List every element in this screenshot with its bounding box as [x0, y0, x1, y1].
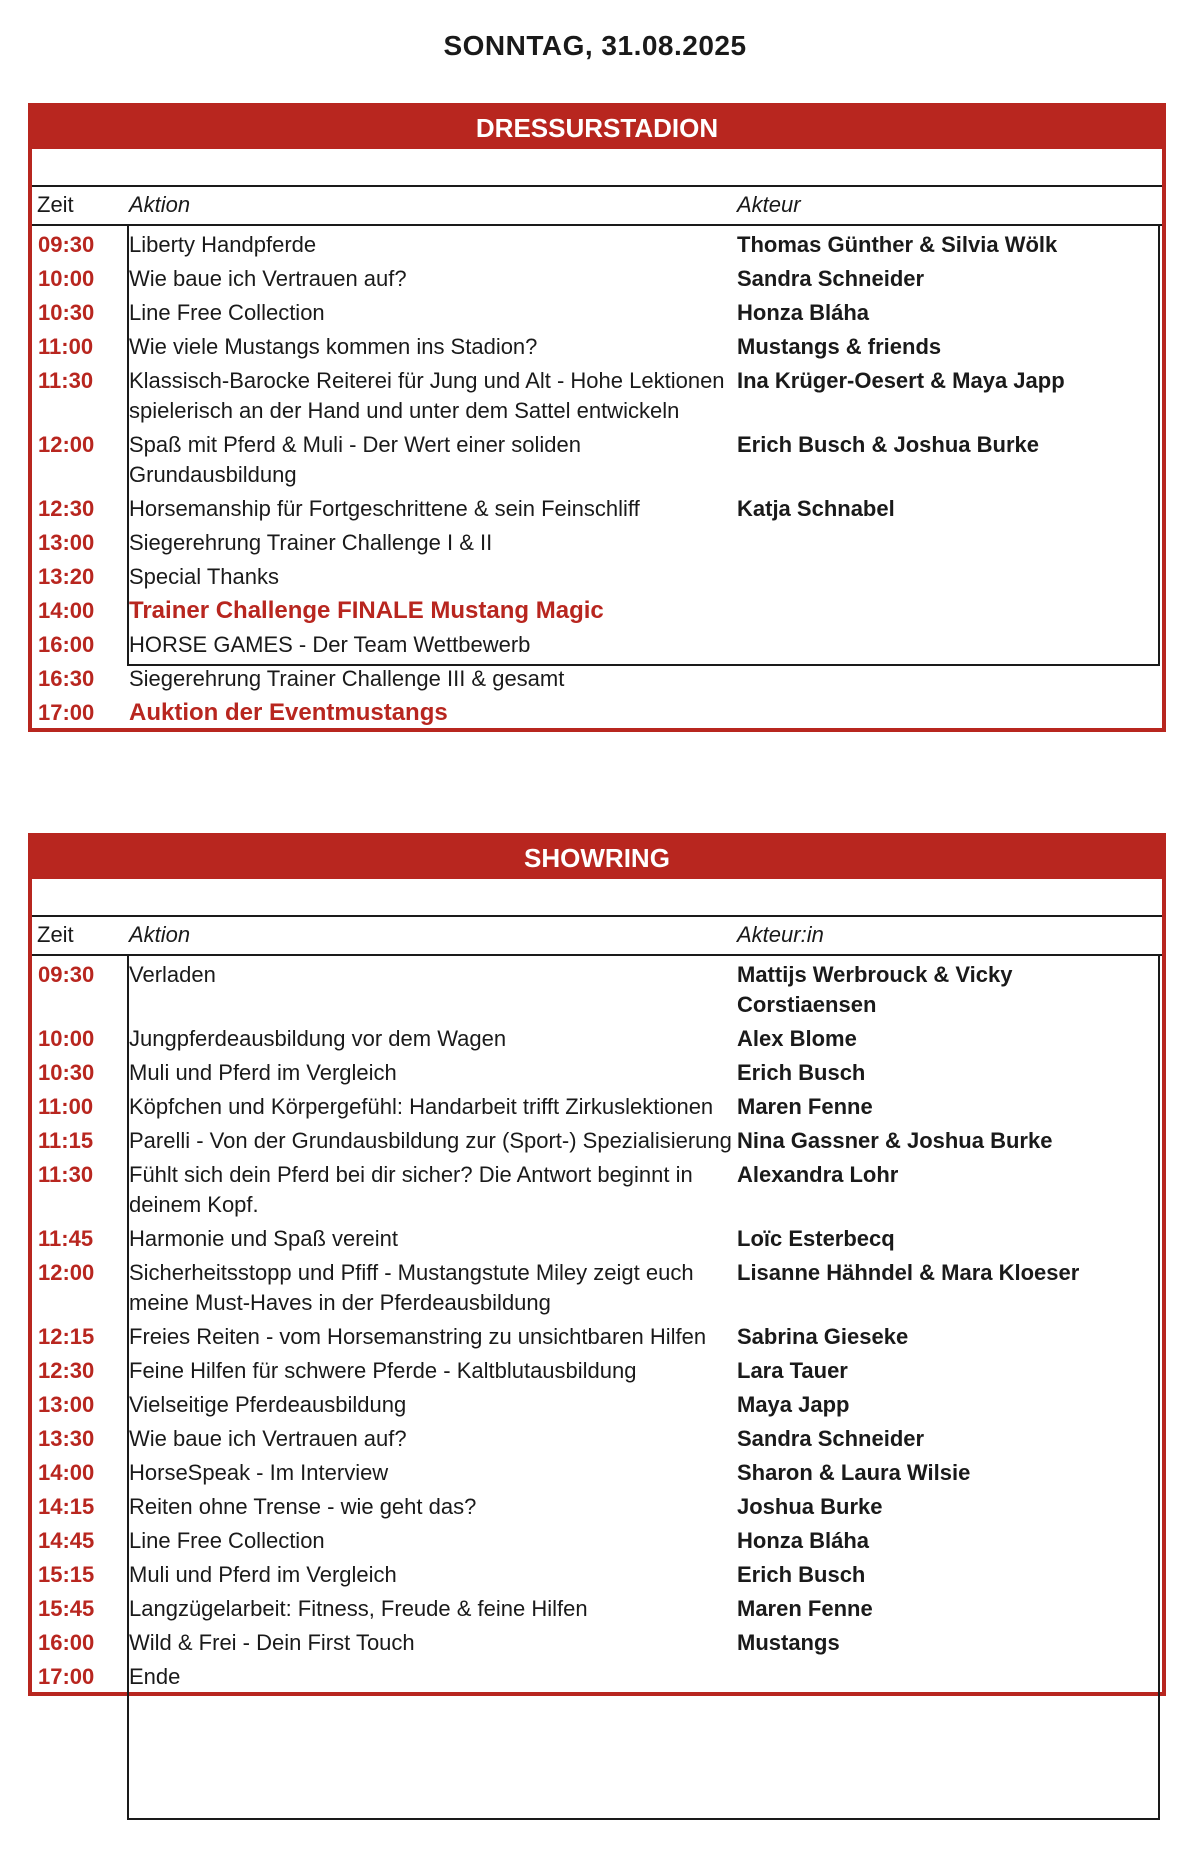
- actor-cell: Sandra Schneider: [737, 266, 925, 291]
- spacer-row: [32, 149, 1162, 187]
- actor-cell: Mustangs & friends: [737, 334, 942, 359]
- action-cell: Siegerehrung Trainer Challenge III & gesamt: [129, 666, 565, 691]
- action-cell: HorseSpeak - Im Interview: [129, 1460, 389, 1485]
- actor-cell: Sandra Schneider: [737, 1426, 925, 1451]
- table-row: [32, 1220, 1162, 1254]
- table-row: [32, 1522, 1162, 1556]
- time-cell: 15:45: [38, 1596, 95, 1621]
- time-cell: 17:00: [38, 1664, 95, 1689]
- action-cell: Line Free Collection: [129, 1528, 325, 1553]
- time-cell: 16:00: [38, 632, 95, 657]
- actor-cell: Mattijs Werbrouck & Vicky Corstiaensen: [737, 962, 1013, 1017]
- action-cell: Harmonie und Spaß vereint: [129, 1226, 399, 1251]
- col-aktion-header: Aktion: [129, 192, 191, 217]
- table-row: [32, 1556, 1162, 1590]
- table-row: [32, 1352, 1162, 1386]
- time-cell: 12:30: [38, 496, 95, 521]
- table-row: [32, 294, 1162, 328]
- time-cell: 11:00: [38, 334, 94, 359]
- col-zeit-header: Zeit: [37, 922, 74, 947]
- action-cell: Vielseitige Pferdeausbildung: [129, 1392, 407, 1417]
- schedule-rows: [32, 956, 1162, 1692]
- action-cell: Freies Reiten - vom Horsemanstring zu unsichtbaren Hilfen: [129, 1324, 707, 1349]
- time-cell: 10:30: [38, 300, 95, 325]
- actor-cell: Maren Fenne: [737, 1094, 873, 1119]
- action-cell: Langzügelarbeit: Fitness, Freude & feine Hilfen: [129, 1596, 588, 1621]
- time-cell: 13:00: [38, 530, 95, 555]
- action-cell: Muli und Pferd im Vergleich: [129, 1562, 397, 1587]
- time-cell: 14:00: [38, 1460, 95, 1485]
- table-row: [32, 1088, 1162, 1122]
- time-cell: 12:00: [38, 1260, 95, 1285]
- table-row: [32, 558, 1162, 592]
- actor-cell: Honza Bláha: [737, 300, 870, 325]
- actor-cell: [737, 664, 1157, 694]
- action-cell: Fühlt sich dein Pferd bei dir sicher? Die Antwort beginnt in deinem Kopf.: [129, 1162, 693, 1217]
- time-cell: 12:00: [38, 432, 95, 457]
- time-cell: 09:30: [38, 232, 95, 257]
- time-cell: 16:30: [38, 666, 95, 691]
- actor-cell: Erich Busch: [737, 1060, 866, 1085]
- actor-cell: Mustangs: [737, 1630, 840, 1655]
- actor-cell: Joshua Burke: [737, 1494, 883, 1519]
- table-row: [32, 1318, 1162, 1352]
- action-cell: Siegerehrung Trainer Challenge I & II: [129, 530, 493, 555]
- time-cell: 13:30: [38, 1426, 95, 1451]
- col-zeit-header: Zeit: [37, 192, 74, 217]
- column-header-row: [32, 917, 1162, 956]
- table-row: [32, 260, 1162, 294]
- page-title: SONNTAG, 31.08.2025: [443, 30, 747, 61]
- time-cell: 12:30: [38, 1358, 95, 1383]
- actor-cell: [737, 596, 1157, 626]
- time-cell: 13:20: [38, 564, 95, 589]
- dressurstadion-section: [28, 103, 1166, 732]
- time-cell: 15:15: [38, 1562, 95, 1587]
- time-cell: 10:00: [38, 266, 95, 291]
- action-cell: Sicherheitsstopp und Pfiff - Mustangstute Miley zeigt euch meine Must-Haves in der Pferdeausbildung: [129, 1260, 694, 1315]
- table-row: [32, 1054, 1162, 1088]
- actor-cell: Honza Bláha: [737, 1528, 870, 1553]
- col-akteur-header: Akteur:in: [737, 922, 824, 947]
- time-cell: 11:15: [38, 1128, 94, 1153]
- actor-cell: Lisanne Hähndel & Mara Kloeser: [737, 1260, 1080, 1285]
- table-row: [32, 660, 1162, 694]
- actor-cell: Lara Tauer: [737, 1358, 848, 1383]
- action-cell: Spaß mit Pferd & Muli - Der Wert einer soliden Grundausbildung: [129, 432, 581, 487]
- actor-cell: Thomas Günther & Silvia Wölk: [737, 232, 1058, 257]
- time-cell: 16:00: [38, 1630, 95, 1655]
- time-cell: 09:30: [38, 962, 95, 987]
- table-row: [32, 328, 1162, 362]
- time-cell: 11:30: [38, 1162, 94, 1187]
- actor-cell: Alexandra Lohr: [737, 1162, 899, 1187]
- table-row: [32, 1122, 1162, 1156]
- spacer-row: [32, 879, 1162, 917]
- action-cell: Auktion der Eventmustangs: [129, 699, 448, 726]
- actor-cell: Erich Busch: [737, 1562, 866, 1587]
- table-row: [32, 1590, 1162, 1624]
- table-row: [32, 1658, 1162, 1692]
- action-cell: Wie baue ich Vertrauen auf?: [129, 1426, 407, 1451]
- time-cell: 10:00: [38, 1026, 95, 1051]
- action-cell: Jungpferdeausbildung vor dem Wagen: [129, 1026, 507, 1051]
- actor-cell: [737, 528, 1157, 558]
- action-cell: Köpfchen und Körpergefühl: Handarbeit trifft Zirkuslektionen: [129, 1094, 714, 1119]
- table-row: [32, 490, 1162, 524]
- action-cell: Feine Hilfen für schwere Pferde - Kaltblutausbildung: [129, 1358, 637, 1383]
- section-title: SHOWRING: [32, 837, 1162, 879]
- table-row: [32, 1254, 1162, 1318]
- actor-cell: Loïc Esterbecq: [737, 1226, 895, 1251]
- time-cell: 11:00: [38, 1094, 94, 1119]
- actor-cell: Nina Gassner & Joshua Burke: [737, 1128, 1053, 1153]
- time-cell: 11:45: [38, 1226, 94, 1251]
- action-cell: Wild & Frei - Dein First Touch: [129, 1630, 415, 1655]
- actor-cell: [737, 562, 1157, 592]
- actor-cell: Sabrina Gieseke: [737, 1324, 909, 1349]
- action-cell: Parelli - Von der Grundausbildung zur (Sport-) Spezialisierung: [129, 1128, 732, 1153]
- actor-cell: [737, 698, 1157, 728]
- column-header-row: [32, 187, 1162, 226]
- action-cell: Klassisch-Barocke Reiterei für Jung und Alt - Hohe Lektionen spielerisch an der Hand und unter dem Sattel entwickeln: [129, 368, 725, 423]
- table-row: [32, 956, 1162, 1020]
- table-row: [32, 1386, 1162, 1420]
- action-cell: Wie viele Mustangs kommen ins Stadion?: [129, 334, 538, 359]
- schedule-rows: [32, 226, 1162, 728]
- action-cell: Liberty Handpferde: [129, 232, 317, 257]
- time-cell: 14:00: [38, 598, 95, 623]
- time-cell: 10:30: [38, 1060, 95, 1085]
- time-cell: 13:00: [38, 1392, 95, 1417]
- actor-cell: [737, 1662, 1157, 1692]
- table-row: [32, 524, 1162, 558]
- table-row: [32, 1420, 1162, 1454]
- actor-cell: Sharon & Laura Wilsie: [737, 1460, 971, 1485]
- actor-cell: Alex Blome: [737, 1026, 857, 1051]
- action-cell: Wie baue ich Vertrauen auf?: [129, 266, 407, 291]
- table-row: [32, 592, 1162, 626]
- col-akteur-header: Akteur: [737, 192, 801, 217]
- showring-section: [28, 833, 1166, 1696]
- table-row: [32, 626, 1162, 660]
- action-cell: Ende: [129, 1664, 181, 1689]
- table-row: [32, 1488, 1162, 1522]
- action-cell: Line Free Collection: [129, 300, 325, 325]
- actor-cell: Katja Schnabel: [737, 496, 895, 521]
- actor-cell: [737, 630, 1157, 660]
- col-aktion-header: Aktion: [129, 922, 191, 947]
- action-cell: Verladen: [129, 962, 216, 987]
- action-cell: Horsemanship für Fortgeschrittene & sein Feinschliff: [129, 496, 640, 521]
- table-row: [32, 362, 1162, 426]
- action-cell: Trainer Challenge FINALE Mustang Magic: [129, 597, 604, 624]
- table-row: [32, 426, 1162, 490]
- table-row: [32, 1020, 1162, 1054]
- time-cell: 11:30: [38, 368, 94, 393]
- time-cell: 14:45: [38, 1528, 95, 1553]
- time-cell: 14:15: [38, 1494, 95, 1519]
- actor-cell: Ina Krüger-Oesert & Maya Japp: [737, 368, 1065, 393]
- time-cell: 17:00: [38, 700, 95, 725]
- actor-cell: Erich Busch & Joshua Burke: [737, 432, 1039, 457]
- actor-cell: Maren Fenne: [737, 1596, 873, 1621]
- action-cell: HORSE GAMES - Der Team Wettbewerb: [129, 632, 531, 657]
- table-row: [32, 226, 1162, 260]
- actor-cell: Maya Japp: [737, 1392, 850, 1417]
- time-cell: 12:15: [38, 1324, 95, 1349]
- action-cell: Special Thanks: [129, 564, 280, 589]
- table-row: [32, 1454, 1162, 1488]
- action-cell: Reiten ohne Trense - wie geht das?: [129, 1494, 477, 1519]
- table-row: [32, 694, 1162, 728]
- table-row: [32, 1156, 1162, 1220]
- table-row: [32, 1624, 1162, 1658]
- section-title: DRESSURSTADION: [32, 107, 1162, 149]
- action-cell: Muli und Pferd im Vergleich: [129, 1060, 397, 1085]
